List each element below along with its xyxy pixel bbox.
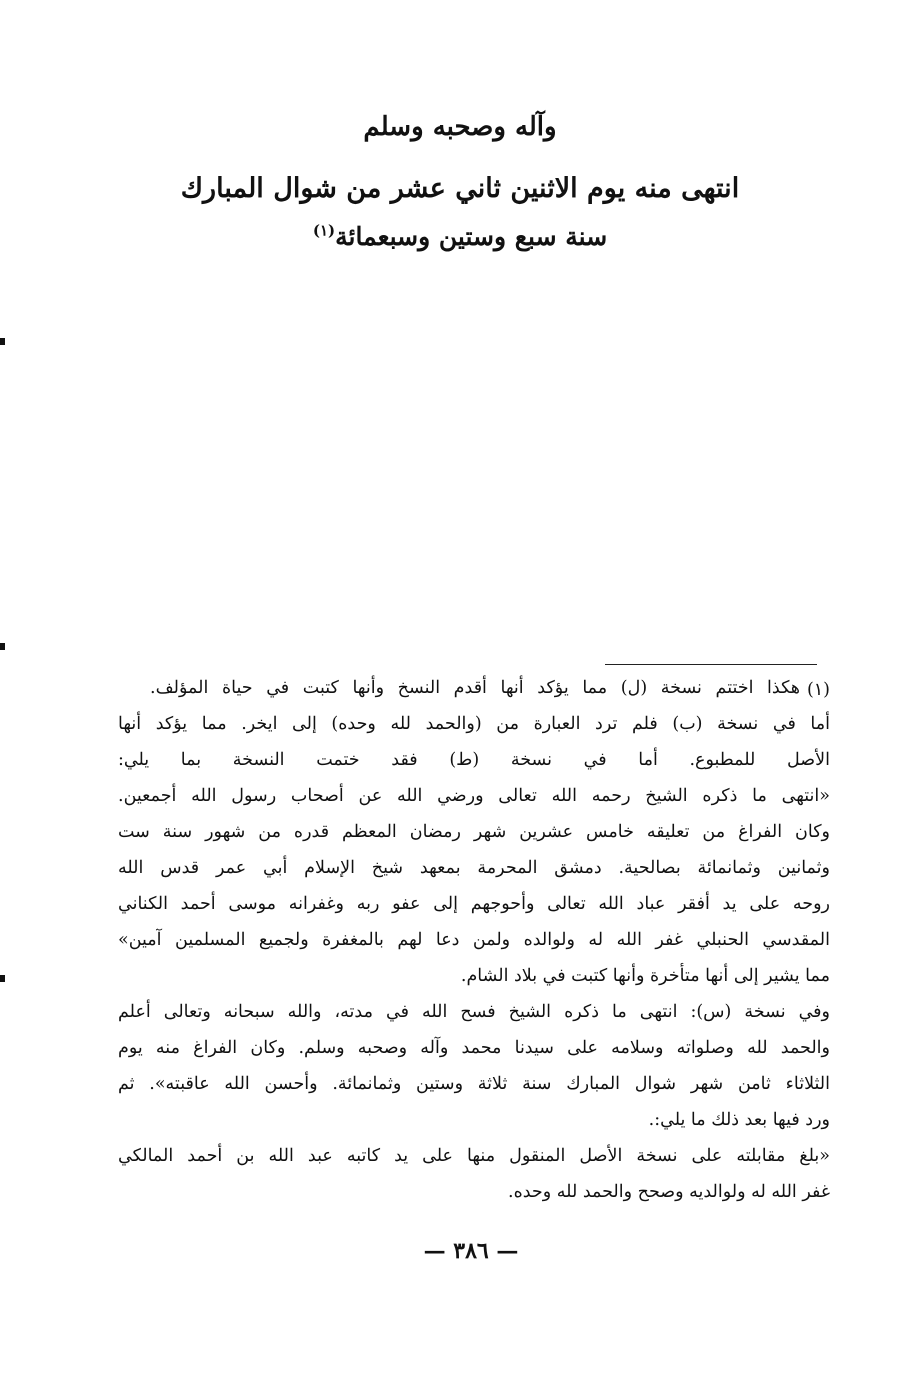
footnote-line: الثلاثاء ثامن شهر شوال المبارك سنة ثلاثة وستين وثمانمائة. وأحسن الله عاقبته». ثم (118, 1074, 830, 1094)
footnote-line: أما في نسخة (ب) فلم ترد العبارة من (والحمد لله وحده) إلى ايخر. مما يؤكد أنها (118, 714, 830, 734)
footnote-line: وكان الفراغ من تعليقه خامس عشرين شهر رمضان المعظم قدره من شهور سنة ست (118, 822, 830, 842)
footnote-line: «بلغ مقابلته على نسخة الأصل المنقول منها على يد كاتبه عبد الله بن أحمد المالكي (118, 1146, 830, 1166)
page-number: — ٣٨٦ — (423, 1238, 519, 1264)
footnote-line: وثمانين وثمانمائة بصالحية. دمشق المحرمة بمعهد شيخ الإسلام أبي عمر قدس الله (118, 858, 830, 878)
closing-line-3-text: سنة سبع وستين وسبعمائة (335, 222, 608, 251)
scan-mark (0, 643, 5, 650)
scan-mark (0, 338, 5, 345)
footnote-line: مما يشير إلى أنها متأخرة وأنها كتبت في بلاد الشام. (460, 966, 830, 986)
footnote-separator (605, 664, 817, 665)
closing-line-3 (150, 222, 770, 251)
footnote-line: الأصل للمطبوع. أما في نسخة (ط) فقد ختمت النسخة بما يلي: (118, 750, 830, 770)
closing-line-2 (150, 173, 770, 204)
closing-line-2-text: انتهى منه يوم الاثنين ثاني عشر من شوال المبارك (180, 173, 740, 204)
footnote-line: هكذا اختتم نسخة (ل) مما يؤكد أنها أقدم النسخ وأنها كتبت في حياة المؤلف. (150, 678, 800, 698)
footnote-line: المقدسي الحنبلي غفر الله له ولوالده ولمن دعا لهم بالمغفرة ولجميع المسلمين آمين» (118, 930, 830, 950)
footnote-line: والحمد لله وصلواته وسلامه على سيدنا محمد وآله وصحبه وسلم. وكان الفراغ منه يوم (118, 1038, 830, 1058)
footnote-line: روحه على يد أفقر عباد الله تعالى وأحوجهم إلى عفو ربه وغفرانه موسى أحمد الكناني (118, 894, 830, 914)
footnote-line: «انتهى ما ذكره الشيخ رحمه الله تعالى ورضي الله عن أصحاب رسول الله أجمعين. (118, 786, 830, 806)
footnote-marker: (١) (806, 680, 830, 700)
footnote-line: ورد فيها بعد ذلك ما يلي:. (648, 1110, 830, 1130)
footnote-reference[interactable]: (١) (312, 221, 336, 240)
closing-line-1 (150, 112, 770, 142)
scan-mark (0, 975, 5, 982)
closing-line-1-text: وآله وصحبه وسلم (363, 112, 557, 142)
footnote-line: وفي نسخة (س): انتهى ما ذكره الشيخ فسح الله في مدته، والله سبحانه وتعالى أعلم (118, 1002, 830, 1022)
footnote-line: غفر الله له ولوالديه وصحح والحمد لله وحده. (508, 1182, 830, 1202)
